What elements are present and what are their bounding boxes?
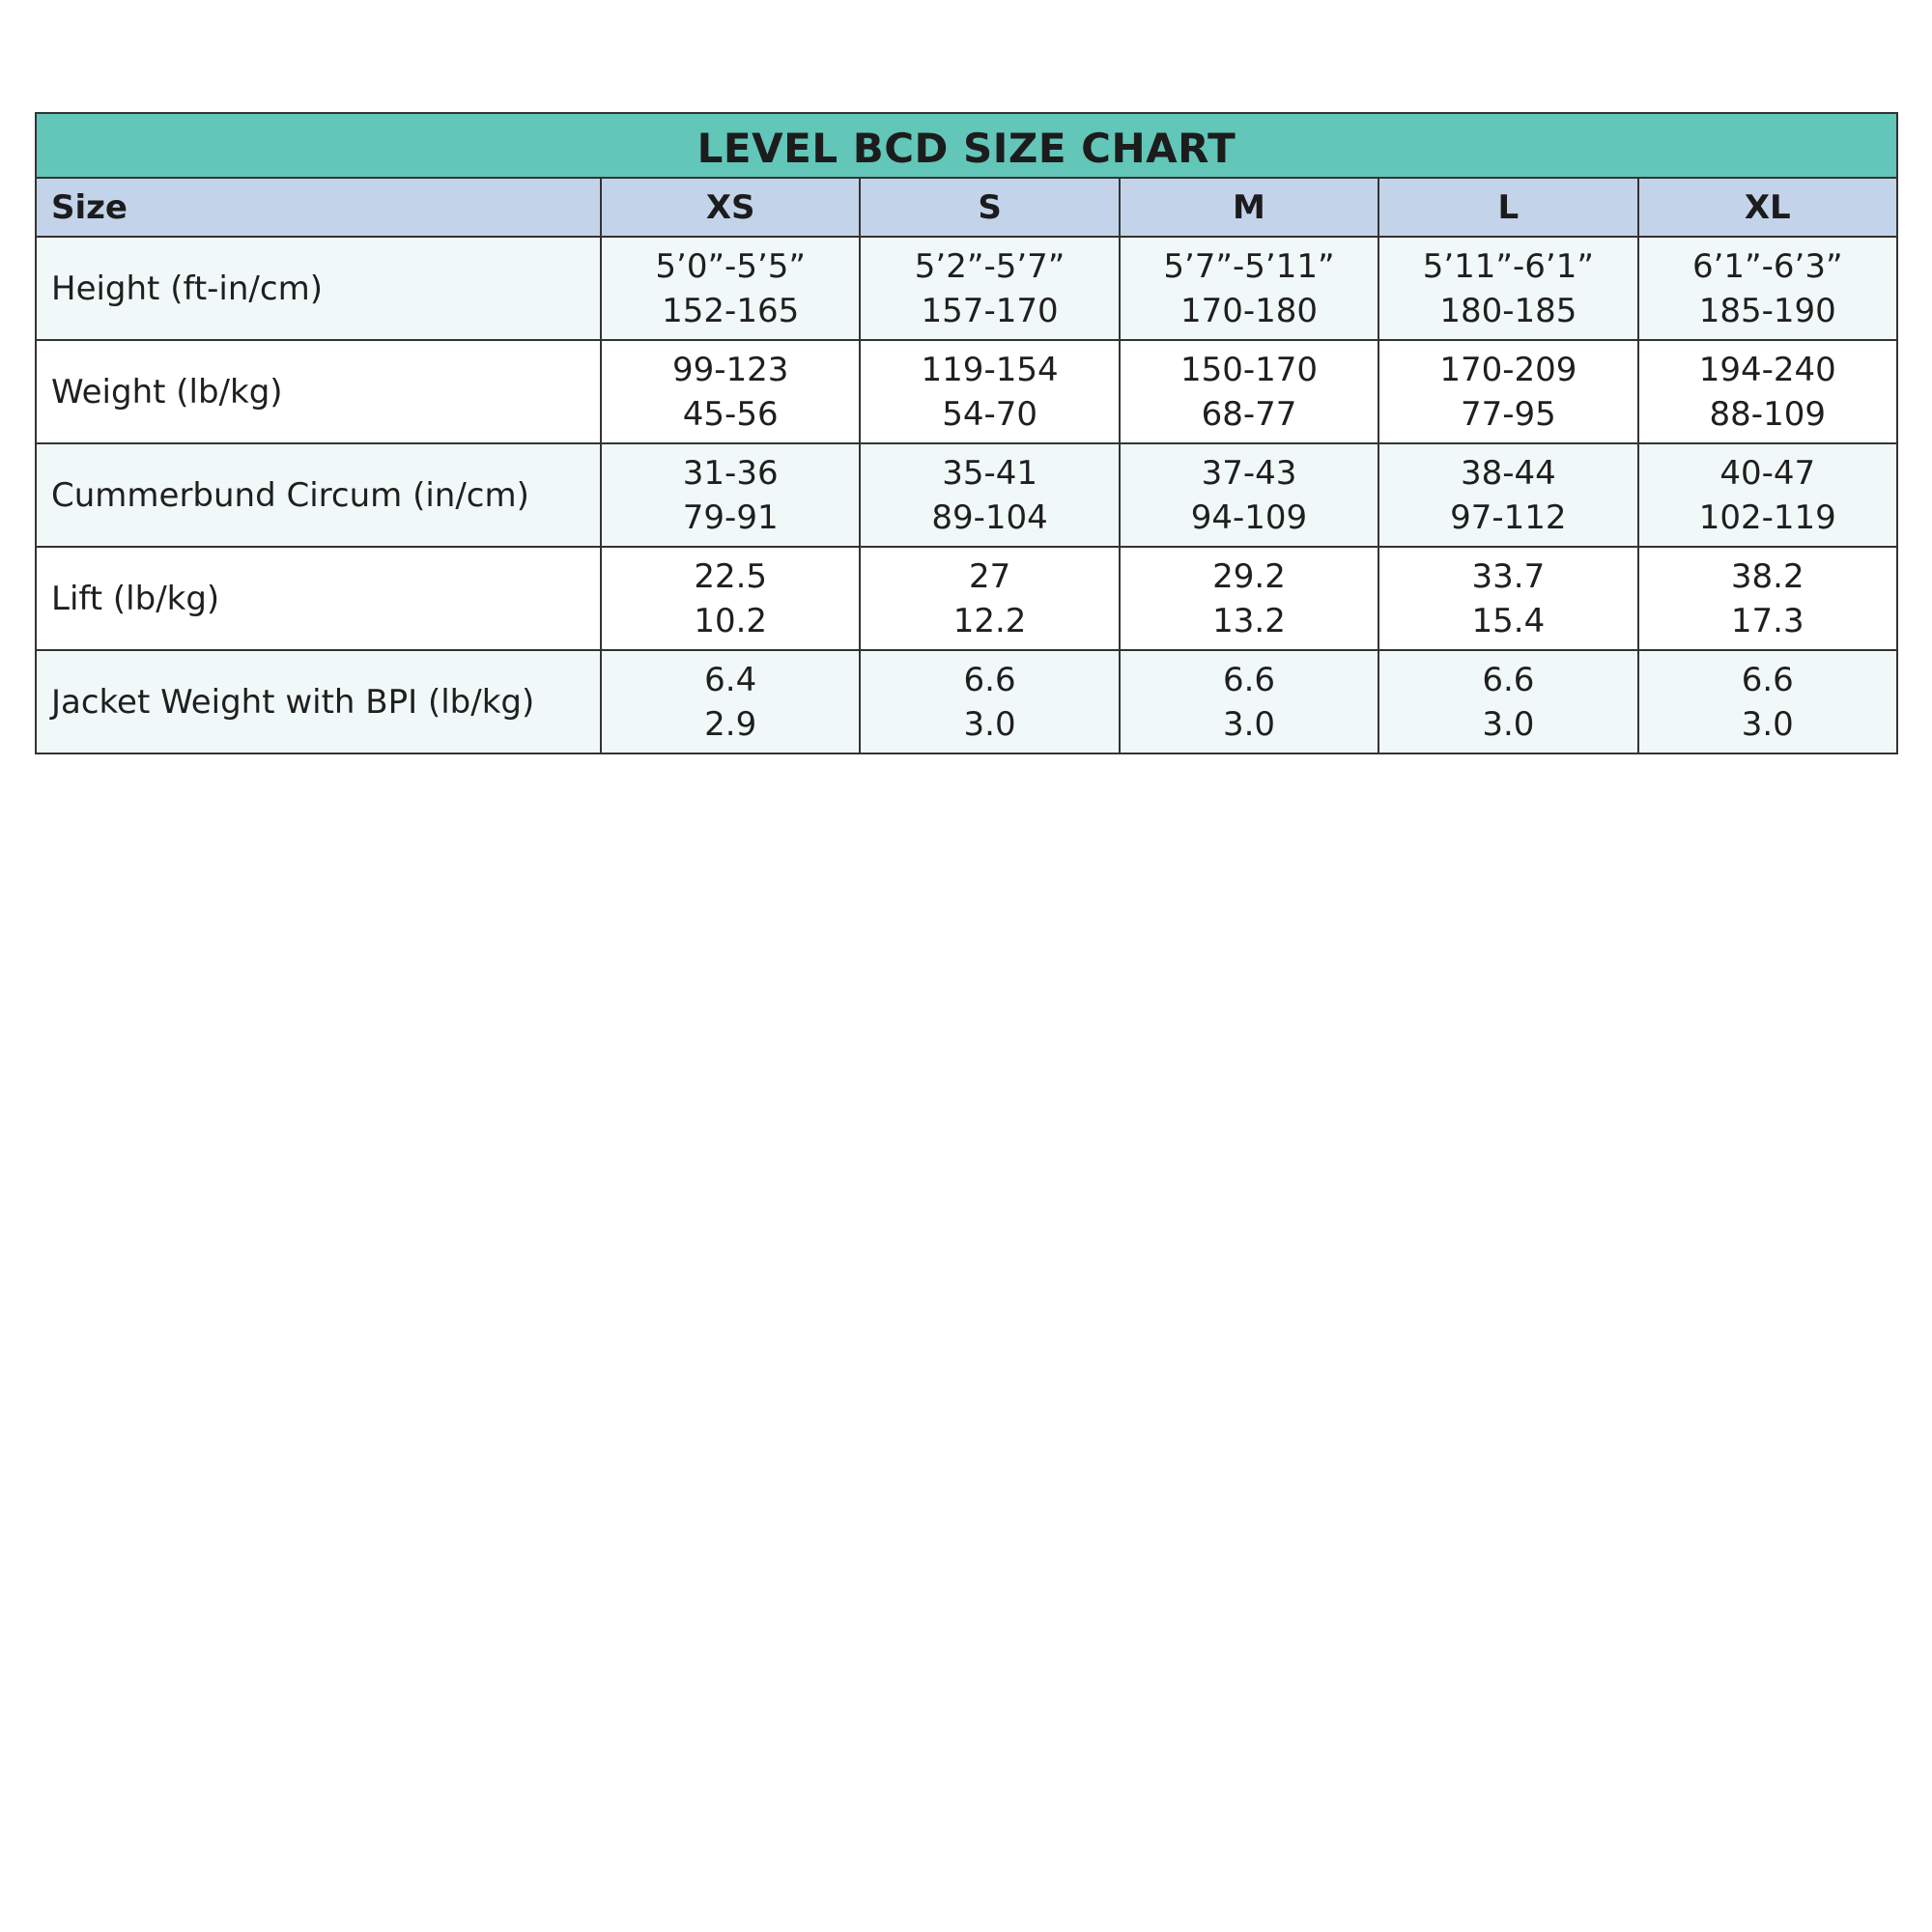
value-cell-l xyxy=(1378,547,1637,650)
title-row xyxy=(36,113,1897,178)
header-size-s: S xyxy=(860,178,1119,237)
value-cell-xs xyxy=(601,340,860,443)
value-imperial: 27 xyxy=(968,556,1011,596)
value-metric: 94-109 xyxy=(1190,497,1308,537)
value-imperial: 40-47 xyxy=(1719,453,1816,493)
value-imperial: 33.7 xyxy=(1471,556,1546,596)
value-metric: 3.0 xyxy=(963,704,1016,744)
value-imperial: 31-36 xyxy=(682,453,779,493)
header-size-l: L xyxy=(1378,178,1637,237)
value-cell-m xyxy=(1120,650,1378,753)
value-cell-m xyxy=(1120,237,1378,340)
value-imperial: 38-44 xyxy=(1460,453,1556,493)
value-imperial: 194-240 xyxy=(1698,350,1836,389)
value-imperial: 5’11”-6’1” xyxy=(1422,246,1594,286)
value-cell-xl xyxy=(1638,650,1897,753)
header-size-m: M xyxy=(1120,178,1378,237)
value-imperial: 6.6 xyxy=(1482,660,1535,699)
value-metric: 15.4 xyxy=(1471,601,1546,640)
header-row xyxy=(36,178,1897,237)
chart-title: LEVEL BCD SIZE CHART xyxy=(36,113,1897,178)
value-cell-l xyxy=(1378,237,1637,340)
value-cell-s xyxy=(860,547,1119,650)
value-metric: 152-165 xyxy=(662,291,800,330)
size-chart-table xyxy=(35,112,1898,754)
header-size-label: Size xyxy=(36,178,601,237)
value-cell-l xyxy=(1378,650,1637,753)
value-imperial: 6.6 xyxy=(1741,660,1794,699)
value-cell-s xyxy=(860,237,1119,340)
value-imperial: 5’2”-5’7” xyxy=(914,246,1065,286)
value-cell-xs xyxy=(601,237,860,340)
value-imperial: 150-170 xyxy=(1179,350,1318,389)
value-metric: 54-70 xyxy=(942,394,1037,434)
row-label: Cummerbund Circum (in/cm) xyxy=(36,443,601,547)
value-imperial: 29.2 xyxy=(1212,556,1286,596)
value-imperial: 35-41 xyxy=(942,453,1037,493)
value-metric: 3.0 xyxy=(1222,704,1276,744)
row-label: Height (ft-in/cm) xyxy=(36,237,601,340)
row-label: Jacket Weight with BPI (lb/kg) xyxy=(36,650,601,753)
value-metric: 79-91 xyxy=(682,497,779,537)
header-size-xs: XS xyxy=(601,178,860,237)
value-imperial: 5’0”-5’5” xyxy=(655,246,807,286)
value-metric: 88-109 xyxy=(1709,394,1826,434)
table-row-height xyxy=(36,237,1897,340)
value-imperial: 37-43 xyxy=(1201,453,1297,493)
value-metric: 102-119 xyxy=(1698,497,1836,537)
value-imperial: 6’1”-6’3” xyxy=(1691,246,1843,286)
value-metric: 17.3 xyxy=(1730,601,1804,640)
value-cell-m xyxy=(1120,443,1378,547)
value-metric: 97-112 xyxy=(1450,497,1567,537)
value-metric: 185-190 xyxy=(1698,291,1836,330)
value-imperial: 99-123 xyxy=(671,350,789,389)
value-imperial: 6.4 xyxy=(704,660,757,699)
value-cell-m xyxy=(1120,340,1378,443)
value-metric: 10.2 xyxy=(694,601,768,640)
value-imperial: 6.6 xyxy=(1222,660,1276,699)
value-imperial: 119-154 xyxy=(921,350,1059,389)
value-imperial: 170-209 xyxy=(1439,350,1577,389)
chart-body xyxy=(36,237,1897,753)
row-label: Lift (lb/kg) xyxy=(36,547,601,650)
value-cell-xl xyxy=(1638,547,1897,650)
value-metric: 3.0 xyxy=(1482,704,1535,744)
value-metric: 180-185 xyxy=(1439,291,1577,330)
table-row-jacket-weight xyxy=(36,650,1897,753)
value-imperial: 5’7”-5’11” xyxy=(1163,246,1335,286)
value-imperial: 22.5 xyxy=(694,556,768,596)
table-row-lift xyxy=(36,547,1897,650)
value-cell-xl xyxy=(1638,443,1897,547)
value-imperial: 6.6 xyxy=(963,660,1016,699)
value-cell-xs xyxy=(601,650,860,753)
row-label: Weight (lb/kg) xyxy=(36,340,601,443)
value-metric: 157-170 xyxy=(921,291,1059,330)
value-metric: 45-56 xyxy=(682,394,779,434)
value-cell-xs xyxy=(601,443,860,547)
value-metric: 68-77 xyxy=(1201,394,1297,434)
value-metric: 2.9 xyxy=(704,704,757,744)
value-cell-s xyxy=(860,340,1119,443)
value-cell-l xyxy=(1378,443,1637,547)
table-row-weight xyxy=(36,340,1897,443)
value-imperial: 38.2 xyxy=(1730,556,1804,596)
value-metric: 12.2 xyxy=(952,601,1027,640)
value-metric: 77-95 xyxy=(1460,394,1556,434)
value-cell-l xyxy=(1378,340,1637,443)
value-cell-s xyxy=(860,443,1119,547)
value-cell-s xyxy=(860,650,1119,753)
table-row-cummerbund xyxy=(36,443,1897,547)
value-metric: 89-104 xyxy=(931,497,1048,537)
value-cell-m xyxy=(1120,547,1378,650)
value-metric: 170-180 xyxy=(1179,291,1318,330)
value-cell-xl xyxy=(1638,237,1897,340)
value-cell-xs xyxy=(601,547,860,650)
value-metric: 13.2 xyxy=(1212,601,1286,640)
header-size-xl: XL xyxy=(1638,178,1897,237)
value-metric: 3.0 xyxy=(1741,704,1794,744)
value-cell-xl xyxy=(1638,340,1897,443)
